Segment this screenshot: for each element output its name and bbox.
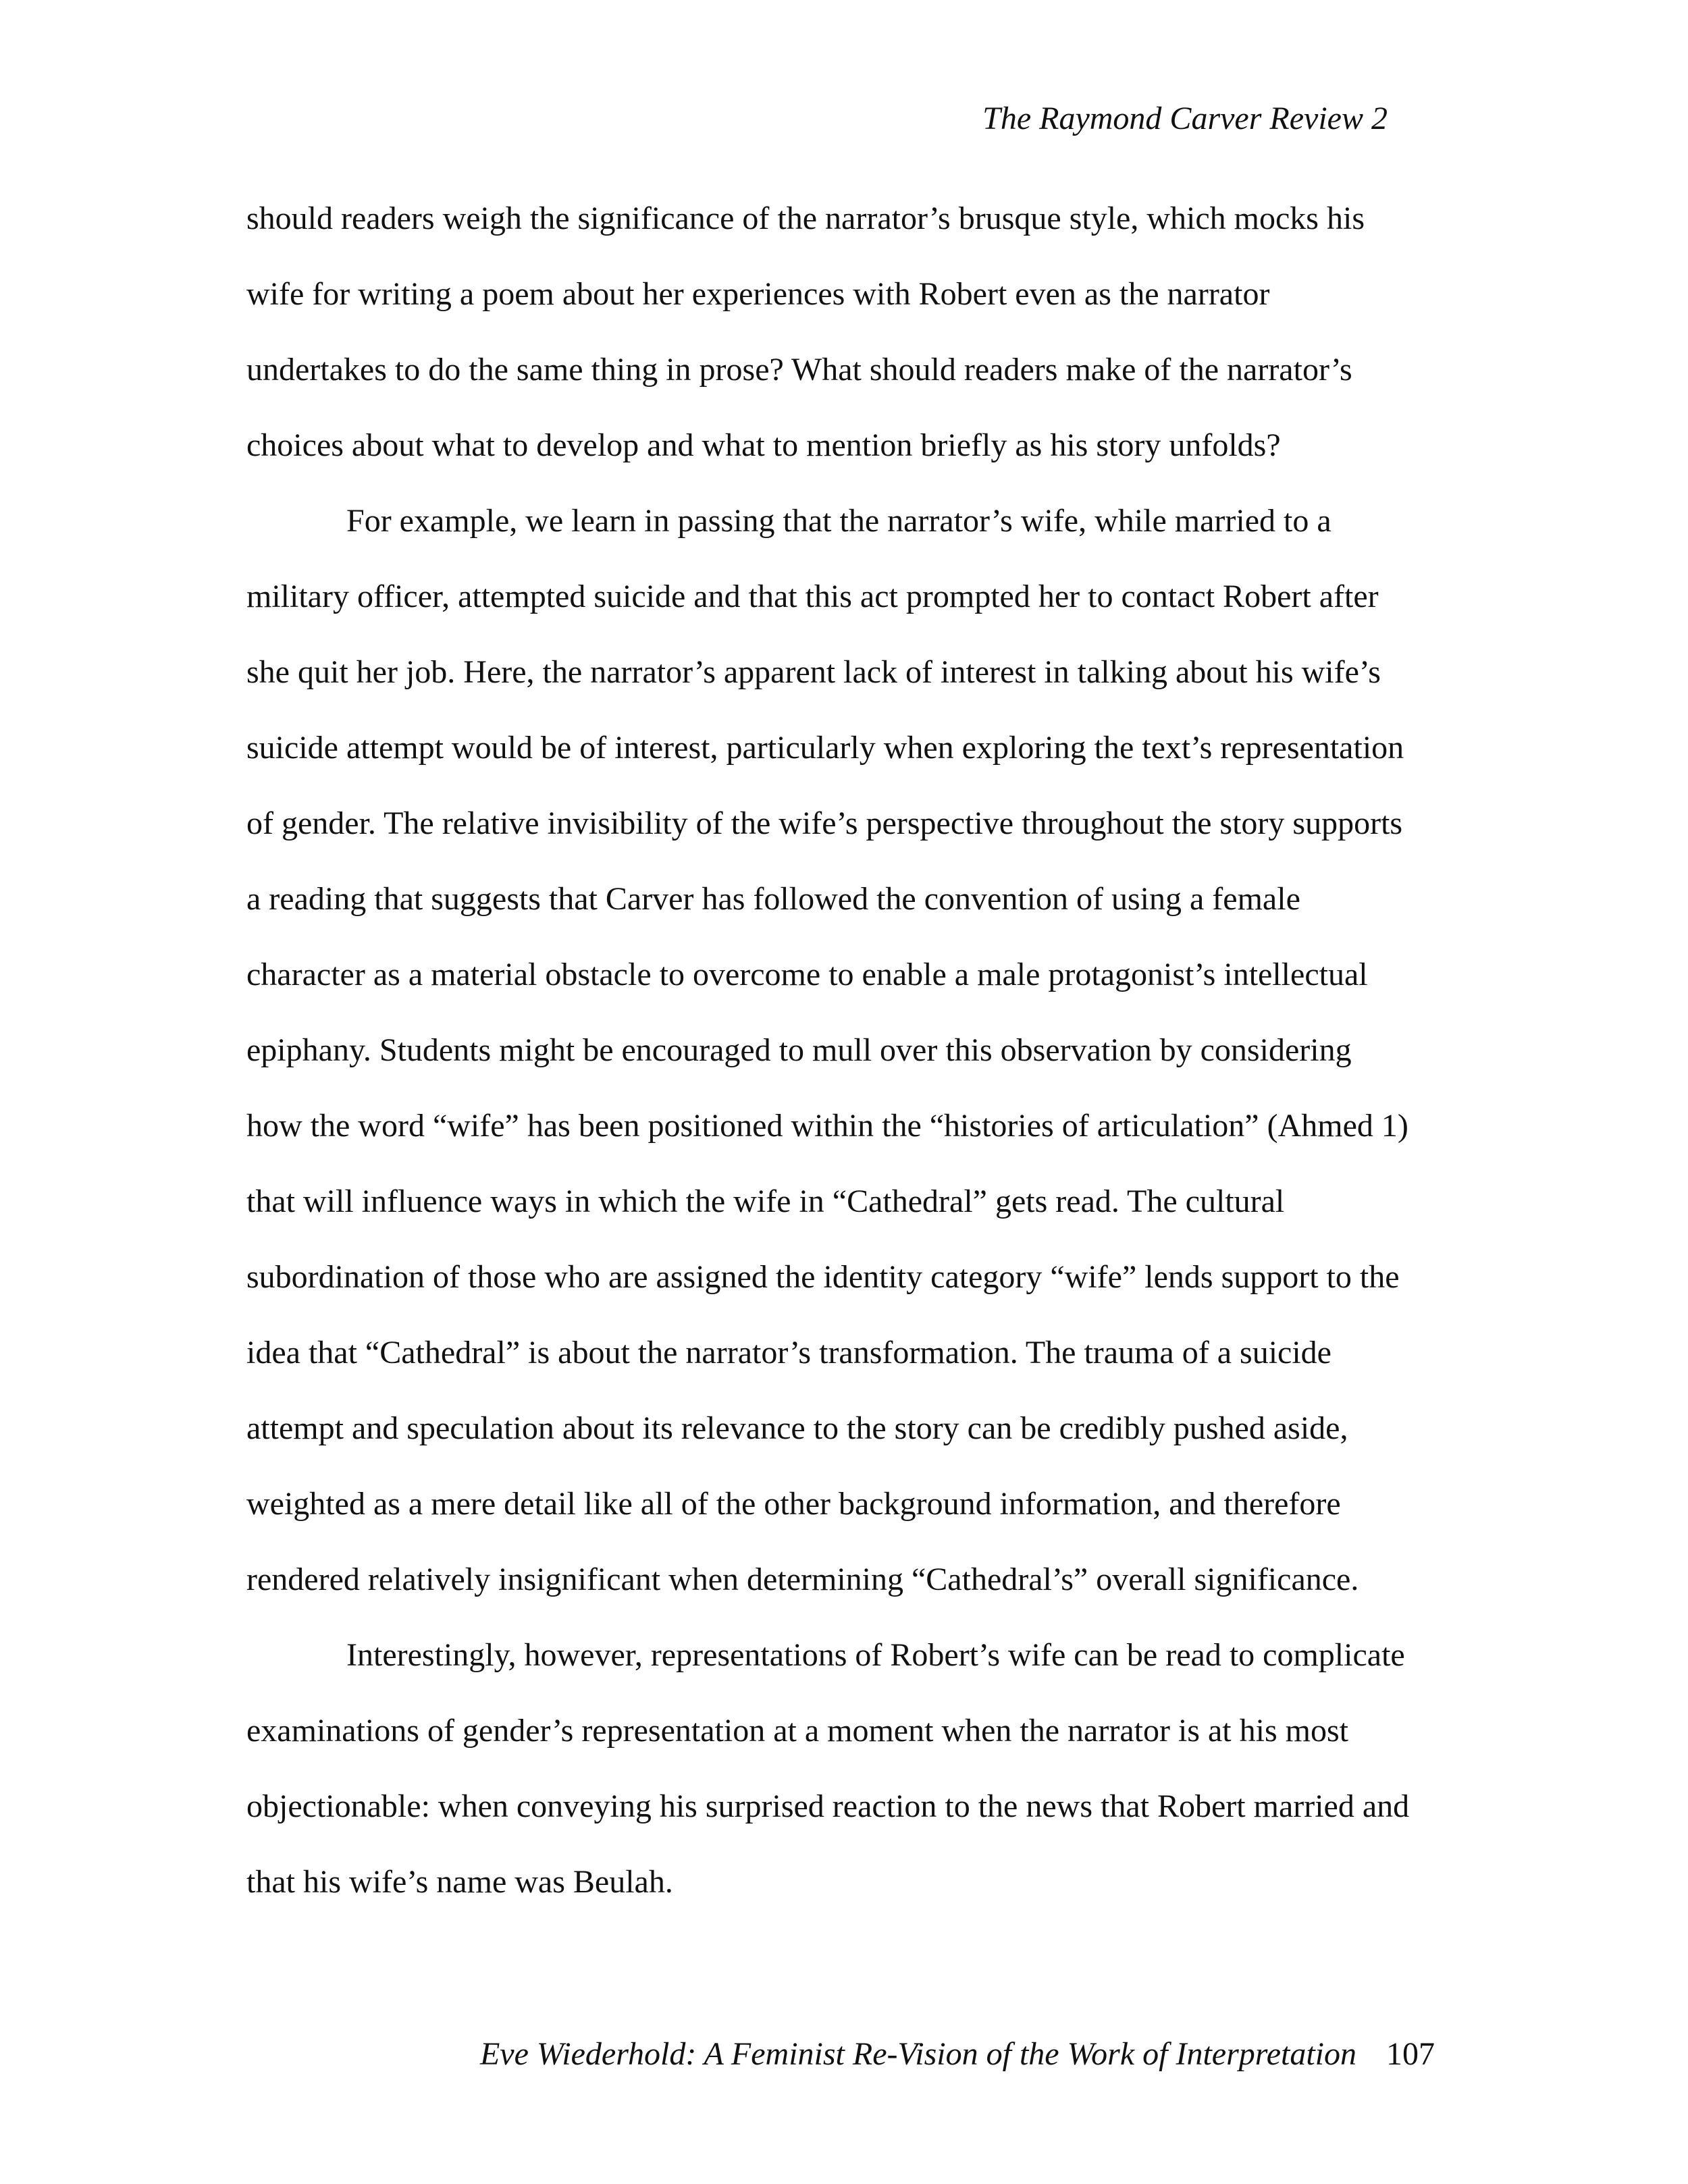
text-line: character as a material obstacle to overcome to enable a male protagonist’s intellectual [246, 957, 1368, 992]
text-line: that his wife’s name was Beulah. [246, 1864, 673, 1900]
running-header-title: The Raymond Carver Review 2 [982, 101, 1388, 136]
text-line: subordination of those who are assigned the identity category “wife” lends support to the [246, 1259, 1400, 1295]
text-line: that will influence ways in which the wife in “Cathedral” gets read. The cultural [246, 1183, 1285, 1219]
text-line: a reading that suggests that Carver has followed the convention of using a female [246, 881, 1300, 917]
text-line: choices about what to develop and what to mention briefly as his story unfolds? [246, 427, 1281, 463]
running-header [878, 100, 1388, 138]
text-line: weighted as a mere detail like all of the other background information, and therefore [246, 1486, 1341, 1522]
text-line: how the word “wife” has been positioned within the “histories of articulation” (Ahmed 1) [246, 1108, 1408, 1144]
text-line: examinations of gender’s representation at a moment when the narrator is at his most [246, 1713, 1348, 1749]
text-line: objectionable: when conveying his surprised reaction to the news that Robert married and [246, 1788, 1410, 1824]
text-line: suicide attempt would be of interest, particularly when exploring the text’s representation [246, 730, 1404, 766]
text-line: epiphany. Students might be encouraged to mull over this observation by considering [246, 1032, 1352, 1068]
text-line: military officer, attempted suicide and that this act prompted her to contact Robert after [246, 579, 1379, 614]
text-line: For example, we learn in passing that the narrator’s wife, while married to a [346, 503, 1331, 539]
text-line: she quit her job. Here, the narrator’s apparent lack of interest in talking about his wife’s [246, 654, 1381, 690]
text-line: undertakes to do the same thing in prose? What should readers make of the narrator’s [246, 352, 1352, 388]
text-line: should readers weigh the significance of the narrator’s brusque style, which mocks his [246, 201, 1365, 236]
text-line: Interestingly, however, representations of Robert’s wife can be read to complicate [346, 1637, 1405, 1673]
text-line: attempt and speculation about its relevance to the story can be credibly pushed aside, [246, 1410, 1348, 1446]
page-number: 107 [1386, 2036, 1435, 2072]
text-line: rendered relatively insignificant when determining “Cathedral’s” overall significance. [246, 1562, 1359, 1597]
body-text [246, 198, 1442, 1937]
text-line: wife for writing a poem about her experiences with Robert even as the narrator [246, 276, 1270, 312]
running-footer [405, 2033, 1435, 2075]
text-line: idea that “Cathedral” is about the narrator’s transformation. The trauma of a suicide [246, 1335, 1331, 1370]
running-footer-title: Eve Wiederhold: A Feminist Re-Vision of the Work of Interpretation [479, 2036, 1356, 2072]
text-line: of gender. The relative invisibility of the wife’s perspective throughout the story supports [246, 805, 1403, 841]
